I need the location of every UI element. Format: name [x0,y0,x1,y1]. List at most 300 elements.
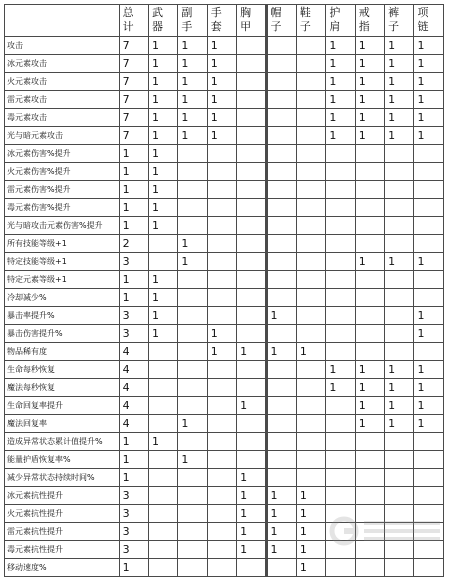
table-cell: 1 [119,469,148,487]
table-cell: 1 [414,415,444,433]
table-cell [385,307,414,325]
column-header [326,5,355,37]
table-cell: 1 [119,451,148,469]
table-cell [414,289,444,307]
row-label: 生命回复率提升 [5,397,120,415]
table-cell [414,541,444,559]
column-header [178,5,207,37]
table-cell: 4 [119,361,148,379]
table-cell: 1 [296,505,325,523]
table-cell [355,433,384,451]
table-cell [326,415,355,433]
table-cell: 1 [178,91,207,109]
table-cell [266,199,296,217]
table-cell: 1 [414,379,444,397]
table-cell: 1 [207,37,236,55]
table-cell [207,199,236,217]
table-cell: 4 [119,415,148,433]
table-cell [385,145,414,163]
table-cell: 1 [414,253,444,271]
table-cell [296,163,325,181]
table-cell [178,181,207,199]
table-cell: 1 [178,55,207,73]
table-cell [148,469,177,487]
table-cell [296,55,325,73]
table-cell [296,289,325,307]
table-cell [237,199,266,217]
table-cell: 1 [296,487,325,505]
table-cell [207,487,236,505]
table-cell [237,55,266,73]
table-cell [326,253,355,271]
column-header [207,5,236,37]
table-cell [207,307,236,325]
column-header [414,5,444,37]
table-cell [326,451,355,469]
table-cell [385,343,414,361]
table-cell [178,379,207,397]
table-cell [237,127,266,145]
table-cell: 1 [207,73,236,91]
table-cell: 3 [119,523,148,541]
table-cell [296,73,325,91]
table-cell [266,109,296,127]
row-label: 魔法每秒恢复 [5,379,120,397]
table-cell [326,541,355,559]
table-cell: 1 [207,127,236,145]
table-cell: 1 [148,433,177,451]
table-cell [296,199,325,217]
column-header-text: 鞋 [299,6,311,19]
row-label: 特定元素等级+1 [5,271,120,289]
table-cell [207,397,236,415]
table-cell: 2 [119,235,148,253]
table-cell [326,163,355,181]
table-cell: 3 [119,253,148,271]
row-label: 毒元素抗性提升 [5,541,120,559]
table-cell [237,325,266,343]
table-cell [207,289,236,307]
table-row [5,127,444,145]
table-cell [266,361,296,379]
row-label: 暴击伤害提升% [5,325,120,343]
table-cell: 1 [355,127,384,145]
table-cell [266,451,296,469]
table-cell: 1 [414,109,444,127]
table-cell: 1 [355,37,384,55]
table-cell: 1 [237,523,266,541]
table-cell [266,271,296,289]
row-label: 冰元素攻击 [5,55,120,73]
table-row [5,361,444,379]
table-cell: 1 [326,73,355,91]
table-cell: 1 [326,127,355,145]
table-cell [148,343,177,361]
table-cell: 1 [178,73,207,91]
table-cell: 1 [119,199,148,217]
table-cell [266,559,296,577]
table-cell [326,271,355,289]
column-header-text: 武 [151,6,163,19]
table-cell [414,451,444,469]
row-label: 攻击 [5,37,120,55]
row-label: 火元素伤害%提升 [5,163,120,181]
table-cell [178,289,207,307]
table-cell: 1 [326,91,355,109]
table-cell [385,523,414,541]
table-cell [237,379,266,397]
table-cell [385,271,414,289]
table-row [5,487,444,505]
table-cell [355,505,384,523]
table-cell [326,145,355,163]
table-cell: 1 [207,325,236,343]
table-cell: 1 [148,199,177,217]
table-cell: 7 [119,37,148,55]
table-cell [178,199,207,217]
table-cell [355,343,384,361]
table-cell: 1 [355,91,384,109]
table-cell [296,109,325,127]
column-header-text: 手 [210,6,222,19]
table-cell [385,289,414,307]
row-label: 所有技能等级+1 [5,235,120,253]
row-label: 减少异常状态持续时间% [5,469,120,487]
column-header-text: 总 [122,6,134,19]
row-label: 雷元素攻击 [5,91,120,109]
table-cell: 1 [385,415,414,433]
table-cell [296,271,325,289]
table-cell [266,181,296,199]
table-cell [237,433,266,451]
table-row [5,181,444,199]
column-header-text: 裤 [388,6,400,19]
table-cell: 1 [385,55,414,73]
table-cell [326,505,355,523]
table-cell [355,541,384,559]
row-label: 冰元素伤害%提升 [5,145,120,163]
table-cell [385,505,414,523]
column-header-text: 肩 [329,20,341,33]
table-cell [237,73,266,91]
table-cell [326,325,355,343]
table-cell [237,37,266,55]
table-cell: 1 [385,91,414,109]
table-cell [148,397,177,415]
table-cell [385,541,414,559]
table-cell: 1 [178,37,207,55]
column-header-text: 子 [299,20,311,33]
row-label: 冷却减少% [5,289,120,307]
table-cell [148,451,177,469]
table-cell: 1 [355,253,384,271]
table-row [5,289,444,307]
table-cell: 1 [119,433,148,451]
table-cell [148,523,177,541]
table-cell: 1 [178,235,207,253]
table-cell [296,433,325,451]
table-cell [148,559,177,577]
table-cell: 3 [119,505,148,523]
table-cell [148,541,177,559]
table-cell [178,163,207,181]
table-cell [178,541,207,559]
table-cell [326,199,355,217]
table-cell [266,217,296,235]
table-cell [207,253,236,271]
row-label: 雷元素伤害%提升 [5,181,120,199]
table-cell [237,361,266,379]
table-cell [296,235,325,253]
table-cell [326,559,355,577]
row-label: 光与暗元素攻击 [5,127,120,145]
table-cell [207,163,236,181]
row-label: 光与暗攻击元素伤害%提升 [5,217,120,235]
table-row [5,199,444,217]
table-cell [148,379,177,397]
table-row [5,307,444,325]
column-header [148,5,177,37]
table-cell [355,163,384,181]
table-cell [237,271,266,289]
table-cell [266,289,296,307]
table-cell: 1 [385,379,414,397]
column-header-text: 胸 [240,6,252,19]
row-label: 移动速度% [5,559,120,577]
table-cell: 1 [148,271,177,289]
row-label: 物品稀有度 [5,343,120,361]
table-cell [414,235,444,253]
column-header-text: 护 [329,6,341,19]
table-row [5,505,444,523]
table-cell [296,91,325,109]
table-cell: 1 [355,109,384,127]
table-cell [237,109,266,127]
column-header-text: 指 [358,20,370,33]
table-cell [148,361,177,379]
table-cell [266,91,296,109]
table-cell: 1 [119,163,148,181]
table-cell: 1 [237,541,266,559]
table-cell [207,541,236,559]
table-cell: 1 [414,73,444,91]
table-cell [237,145,266,163]
table-cell: 1 [148,163,177,181]
table-cell [178,325,207,343]
table-cell: 1 [119,289,148,307]
table-cell: 1 [385,361,414,379]
table-cell [207,379,236,397]
table-cell: 1 [385,127,414,145]
table-cell [414,559,444,577]
table-cell [237,289,266,307]
table-cell [385,217,414,235]
table-cell [266,397,296,415]
table-cell [326,235,355,253]
table-cell [414,505,444,523]
table-cell: 7 [119,127,148,145]
table-cell [385,199,414,217]
table-cell [296,361,325,379]
table-cell [207,217,236,235]
table-cell: 1 [414,55,444,73]
table-cell: 1 [414,91,444,109]
table-cell: 1 [178,109,207,127]
table-cell [355,487,384,505]
table-row [5,37,444,55]
table-cell [266,145,296,163]
table-cell: 1 [207,109,236,127]
table-cell: 1 [119,271,148,289]
corner-cell [5,5,120,37]
table-cell: 1 [326,37,355,55]
table-cell [385,181,414,199]
table-cell [266,163,296,181]
table-cell [355,469,384,487]
table-row [5,415,444,433]
table-cell: 1 [148,325,177,343]
row-label: 冰元素抗性提升 [5,487,120,505]
table-row [5,469,444,487]
table-cell [207,361,236,379]
table-cell [326,469,355,487]
column-header [119,5,148,37]
row-label: 能量护盾恢复率% [5,451,120,469]
table-cell [326,217,355,235]
table-cell [237,91,266,109]
table-cell [178,361,207,379]
table-cell [326,397,355,415]
table-cell: 1 [296,523,325,541]
table-cell: 1 [266,487,296,505]
table-cell: 3 [119,541,148,559]
table-cell: 1 [355,73,384,91]
table-cell: 1 [148,145,177,163]
table-cell [266,469,296,487]
table-cell: 1 [207,55,236,73]
table-cell: 1 [207,91,236,109]
row-label: 雷元素抗性提升 [5,523,120,541]
table-cell [266,325,296,343]
table-cell [237,307,266,325]
table-cell [266,37,296,55]
table-row [5,523,444,541]
table-row [5,325,444,343]
column-header-text: 计 [122,20,134,33]
table-cell [296,379,325,397]
table-cell: 1 [148,109,177,127]
table-cell [207,145,236,163]
table-cell [207,235,236,253]
table-row [5,541,444,559]
table-cell [355,271,384,289]
table-cell: 7 [119,91,148,109]
table-cell: 1 [148,55,177,73]
table-cell [266,73,296,91]
table-cell: 1 [385,397,414,415]
table-cell: 7 [119,73,148,91]
table-cell: 1 [266,343,296,361]
row-label: 魔法回复率 [5,415,120,433]
table-cell [148,487,177,505]
table-cell: 4 [119,343,148,361]
table-cell [266,379,296,397]
table-cell [266,55,296,73]
affix-table [4,4,444,577]
column-header-text: 戒 [358,6,370,19]
table-cell [207,505,236,523]
table-cell [355,235,384,253]
table-cell [207,523,236,541]
table-cell [178,307,207,325]
table-row [5,253,444,271]
table-cell [296,397,325,415]
table-cell [326,289,355,307]
table-cell [266,253,296,271]
table-cell: 1 [207,343,236,361]
table-cell [355,145,384,163]
table-cell [355,181,384,199]
table-cell: 1 [119,217,148,235]
table-cell [148,415,177,433]
table-cell: 1 [326,379,355,397]
table-cell [355,559,384,577]
table-cell: 3 [119,325,148,343]
table-cell: 1 [414,307,444,325]
table-cell [207,433,236,451]
table-row [5,451,444,469]
table-cell [148,253,177,271]
table-cell [355,217,384,235]
table-cell [237,451,266,469]
table-cell [178,559,207,577]
table-cell [414,145,444,163]
table-cell: 1 [355,415,384,433]
table-cell [296,415,325,433]
table-cell [355,289,384,307]
row-label: 毒元素伤害%提升 [5,199,120,217]
table-cell [178,487,207,505]
table-row [5,559,444,577]
row-label: 毒元素攻击 [5,109,120,127]
table-cell: 1 [148,181,177,199]
table-row [5,55,444,73]
row-label: 火元素抗性提升 [5,505,120,523]
table-cell [296,37,325,55]
table-cell [414,487,444,505]
table-cell [414,217,444,235]
table-cell [385,451,414,469]
table-row [5,109,444,127]
table-row [5,163,444,181]
table-cell: 1 [266,541,296,559]
table-cell: 1 [296,343,325,361]
table-row [5,433,444,451]
table-cell [296,307,325,325]
table-cell: 1 [296,559,325,577]
table-cell: 1 [148,91,177,109]
table-cell [414,433,444,451]
table-cell [326,433,355,451]
table-cell: 1 [148,73,177,91]
table-cell: 1 [237,397,266,415]
table-cell: 1 [119,181,148,199]
table-cell: 4 [119,379,148,397]
table-cell: 1 [355,361,384,379]
table-cell [385,559,414,577]
table-cell [178,469,207,487]
column-header-text: 手 [181,20,193,33]
